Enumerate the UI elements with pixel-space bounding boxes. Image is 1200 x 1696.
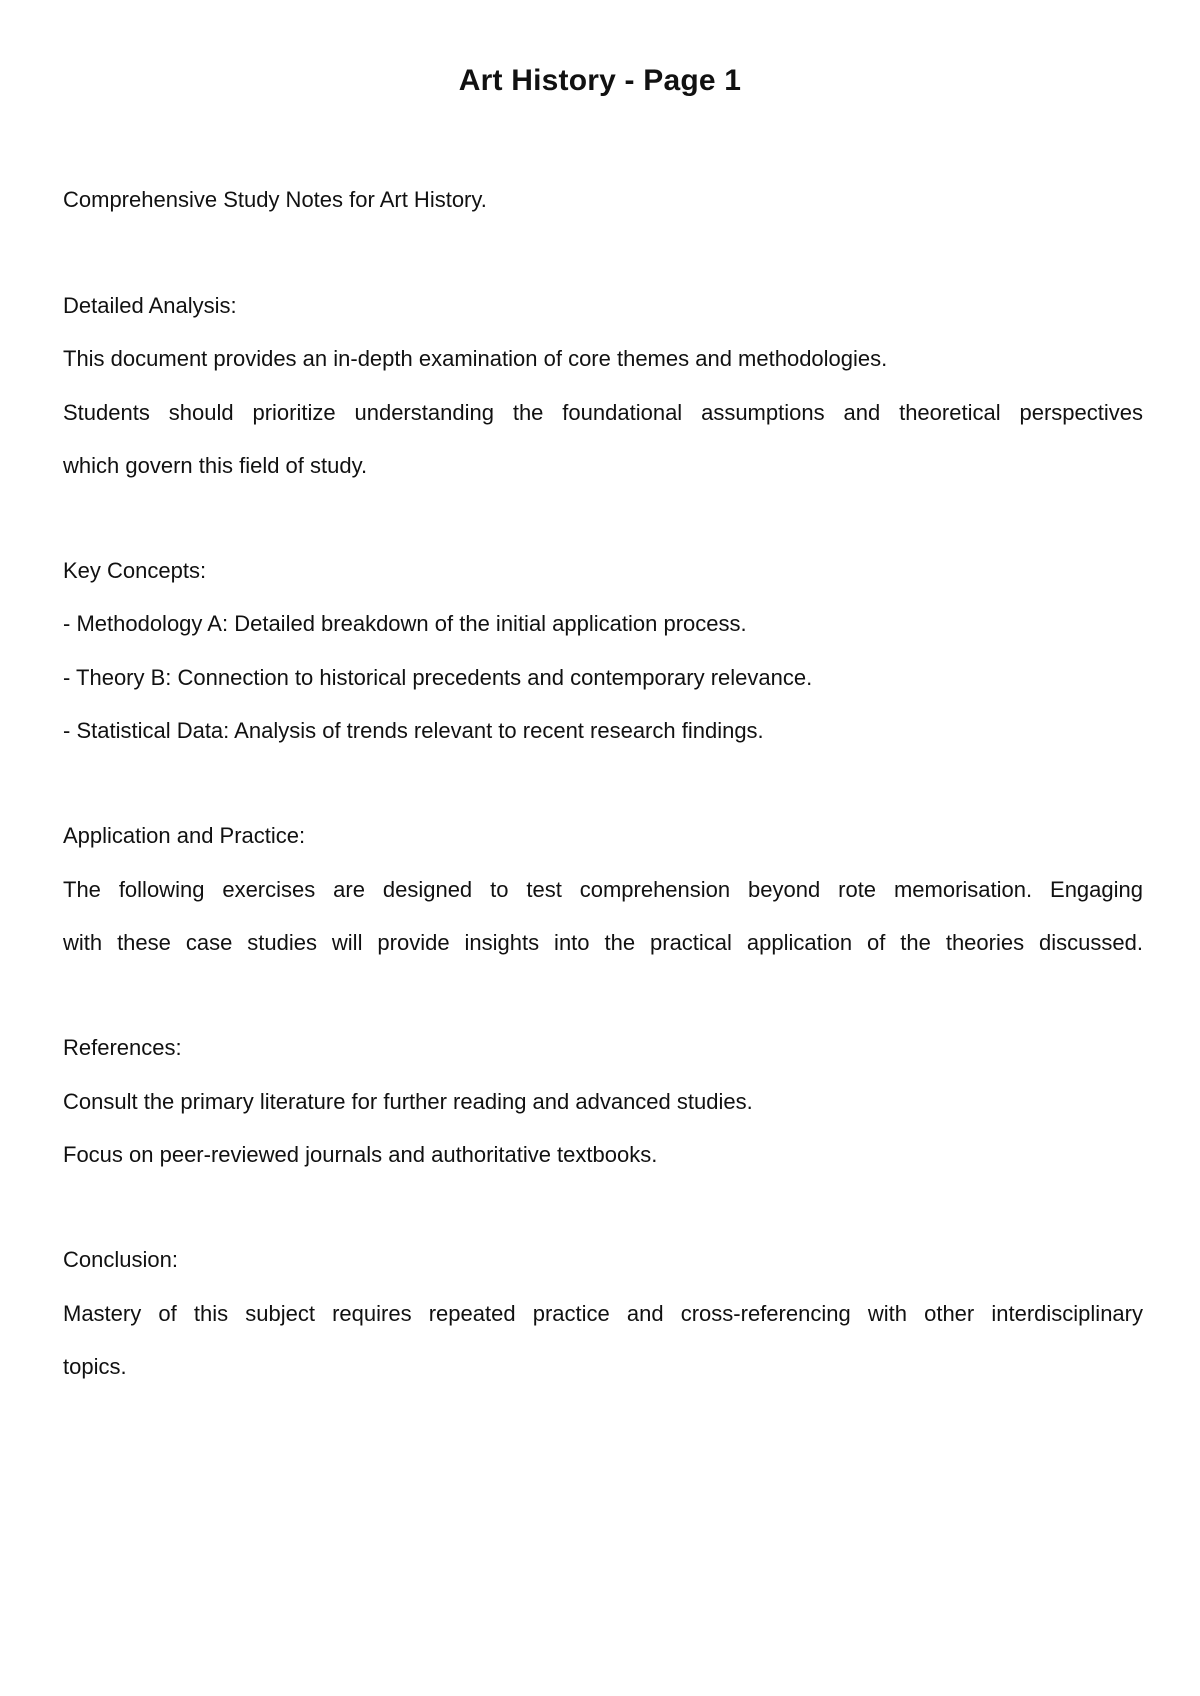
key-concept-item: - Statistical Data: Analysis of trends relevant to recent research findings. — [63, 718, 764, 743]
key-concept-item: - Theory B: Connection to historical precedents and contemporary relevance. — [63, 665, 813, 690]
page-title: Art History - Page 1 — [458, 64, 742, 97]
section-heading-application: Application and Practice: — [63, 823, 306, 848]
section-heading-key-concepts: Key Concepts: — [63, 558, 207, 583]
section-heading-references: References: — [63, 1035, 182, 1060]
section-heading-detailed-analysis: Detailed Analysis: — [63, 293, 237, 318]
references-line-1: Consult the primary literature for further reading and advanced studies. — [63, 1089, 753, 1114]
detailed-analysis-line-1: This document provides an in-depth examination of core themes and methodologies. — [63, 346, 888, 371]
conclusion-line-2: topics. — [63, 1354, 127, 1379]
application-line-2: with these case studies will provide insights into the practical application of the theories discussed. — [63, 930, 1143, 955]
intro-text: Comprehensive Study Notes for Art History. — [63, 187, 487, 212]
key-concept-item: - Methodology A: Detailed breakdown of the initial application process. — [63, 611, 747, 636]
conclusion-line-1: Mastery of this subject requires repeated practice and cross-referencing with other interdisciplinary — [63, 1301, 1143, 1326]
application-line-1: The following exercises are designed to test comprehension beyond rote memorisation. Engaging — [63, 877, 1143, 902]
detailed-analysis-line-3: which govern this field of study. — [63, 453, 368, 478]
section-heading-conclusion: Conclusion: — [63, 1247, 178, 1272]
references-line-2: Focus on peer-reviewed journals and authoritative textbooks. — [63, 1142, 658, 1167]
detailed-analysis-line-2: Students should prioritize understanding the foundational assumptions and theoretical perspectives — [63, 400, 1143, 425]
